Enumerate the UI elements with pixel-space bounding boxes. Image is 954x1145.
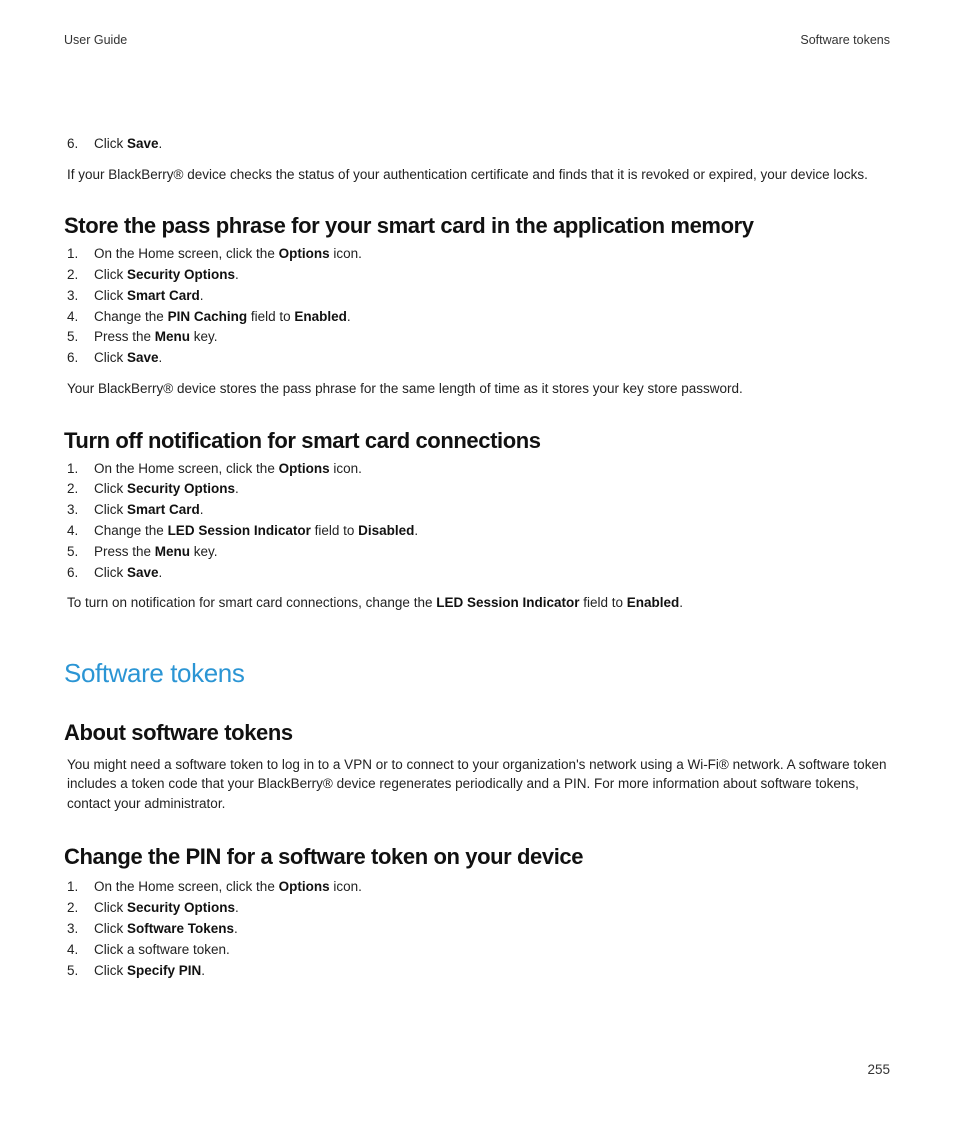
step-text: . xyxy=(201,962,206,978)
step-ui-term: Disabled xyxy=(358,522,415,538)
step-text: . xyxy=(199,287,204,303)
step-ui-term: PIN Caching xyxy=(167,308,248,324)
list-item xyxy=(64,348,890,369)
step-ui-term: Enabled xyxy=(626,595,680,611)
step-number: 3. xyxy=(67,287,79,303)
step-text: key. xyxy=(190,543,218,559)
list-item xyxy=(64,265,890,286)
list-item xyxy=(64,327,890,348)
step-text: . xyxy=(414,522,419,538)
step-text: Press the xyxy=(94,329,155,345)
step-number: 5. xyxy=(67,329,79,345)
section-heading-about-software-tokens: About software tokens xyxy=(64,719,293,745)
step-ui-term: Enabled xyxy=(294,308,347,324)
step-number: 2. xyxy=(67,481,79,497)
list-item xyxy=(64,919,890,940)
header-document-title: User Guide xyxy=(64,33,128,47)
step-text: On the Home screen, click the xyxy=(94,879,279,895)
step-text: . xyxy=(679,595,684,611)
step-text: icon. xyxy=(329,879,362,895)
step-ui-term: Specify PIN xyxy=(127,962,202,978)
step-text: icon. xyxy=(329,246,362,262)
step-text: . xyxy=(235,267,239,283)
step-ui-term: Save xyxy=(127,564,159,580)
section-heading-turn-off-notification: Turn off notification for smart card connections xyxy=(64,427,541,453)
step-text: Click xyxy=(94,287,127,303)
step-number: 2. xyxy=(67,900,79,916)
step-ui-term: Security Options xyxy=(127,267,236,283)
step-number: 1. xyxy=(67,460,79,476)
step-text: field to xyxy=(310,522,359,538)
step-text: icon. xyxy=(329,460,362,476)
step-text: Click a software token. xyxy=(94,941,230,957)
step-ui-term: Software Tokens xyxy=(127,920,235,936)
step-ui-term: Options xyxy=(278,246,330,262)
step-ui-term: LED Session Indicator xyxy=(436,595,580,611)
step-text: . xyxy=(158,136,163,151)
step-number: 3. xyxy=(67,502,79,518)
step-ui-term: Options xyxy=(278,879,330,895)
list-item xyxy=(64,244,890,265)
list-item xyxy=(64,479,890,500)
step-text: . xyxy=(199,502,204,518)
step-ui-term: Smart Card xyxy=(127,502,200,518)
list-item xyxy=(64,898,890,919)
step-text: . xyxy=(158,350,163,366)
step-number: 3. xyxy=(67,920,79,936)
step-ui-term: Security Options xyxy=(127,481,236,497)
step-number: 5. xyxy=(67,962,79,978)
step-text: Click xyxy=(94,920,127,936)
list-item xyxy=(64,940,890,961)
change-pin-steps xyxy=(64,877,890,981)
section-heading-store-pass-phrase: Store the pass phrase for your smart card in the application memory xyxy=(64,213,754,239)
step-text: Click xyxy=(94,267,127,283)
intro-steps xyxy=(64,134,890,155)
header-chapter-title: Software tokens xyxy=(800,33,890,47)
step-text: key. xyxy=(190,329,218,345)
running-header xyxy=(64,33,890,49)
step-text: Click xyxy=(94,962,127,978)
step-text: . xyxy=(234,920,238,936)
step-number: 1. xyxy=(67,246,79,262)
list-item xyxy=(64,307,890,328)
step-number: 1. xyxy=(67,879,79,895)
step-text: On the Home screen, click the xyxy=(94,460,279,476)
list-item xyxy=(64,542,890,563)
step-text: . xyxy=(158,564,163,580)
turnoff-note xyxy=(64,593,890,613)
step-number: 4. xyxy=(67,941,79,957)
list-item xyxy=(64,877,890,898)
list-item xyxy=(64,521,890,542)
step-text: Click xyxy=(94,900,127,916)
step-ui-term: Options xyxy=(278,460,330,476)
about-paragraph: You might need a software token to log in to a VPN or to connect to your organization's network using a Wi-Fi® network. A software token includes a token code that your BlackBerry® device regenerates periodically and a PIN. For more information about software tokens, contact your administrator. xyxy=(67,756,887,811)
step-text: Click xyxy=(94,481,127,497)
store-note: Your BlackBerry® device stores the pass phrase for the same length of time as it stores your key store password. xyxy=(67,381,743,397)
section-heading-change-pin: Change the PIN for a software token on your device xyxy=(64,844,584,870)
store-steps xyxy=(64,244,890,369)
step-ui-term: Save xyxy=(127,350,159,366)
list-item xyxy=(64,286,890,307)
intro-note: If your BlackBerry® device checks the status of your authentication certificate and finds that it is revoked or expired, your device locks. xyxy=(67,166,868,182)
step-ui-term: Security Options xyxy=(127,900,236,916)
step-ui-term: Smart Card xyxy=(127,287,200,303)
step-text: Click xyxy=(94,502,127,518)
step-text: On the Home screen, click the xyxy=(94,246,279,262)
step-ui-term: LED Session Indicator xyxy=(167,522,311,538)
step-number: 6. xyxy=(67,136,79,151)
step-text: Press the xyxy=(94,543,155,559)
chapter-heading-software-tokens: Software tokens xyxy=(64,657,245,688)
step-text: . xyxy=(235,900,239,916)
list-item xyxy=(64,961,890,982)
list-item xyxy=(64,134,890,155)
step-text: Click xyxy=(94,350,127,366)
list-item xyxy=(64,500,890,521)
step-text: field to xyxy=(579,595,627,611)
list-item xyxy=(64,563,890,584)
step-text: field to xyxy=(247,308,295,324)
step-text: Change the xyxy=(94,522,168,538)
step-ui-term: Menu xyxy=(154,329,191,345)
step-ui-term: Menu xyxy=(154,543,191,559)
page-number: 255 xyxy=(867,1062,890,1077)
step-number: 5. xyxy=(67,543,79,559)
step-text: Click xyxy=(94,564,127,580)
step-text: To turn on notification for smart card connections, change the xyxy=(67,595,437,611)
step-text: Change the xyxy=(94,308,168,324)
page-content xyxy=(64,134,890,981)
list-item xyxy=(64,459,890,480)
step-number: 2. xyxy=(67,267,79,283)
step-ui-term: Save xyxy=(127,136,159,151)
step-text: . xyxy=(235,481,239,497)
step-number: 4. xyxy=(67,522,79,538)
step-text: Click xyxy=(94,136,127,151)
step-number: 6. xyxy=(67,350,79,366)
step-number: 6. xyxy=(67,564,79,580)
step-number: 4. xyxy=(67,308,79,324)
turnoff-steps xyxy=(64,459,890,584)
step-text: . xyxy=(346,308,351,324)
